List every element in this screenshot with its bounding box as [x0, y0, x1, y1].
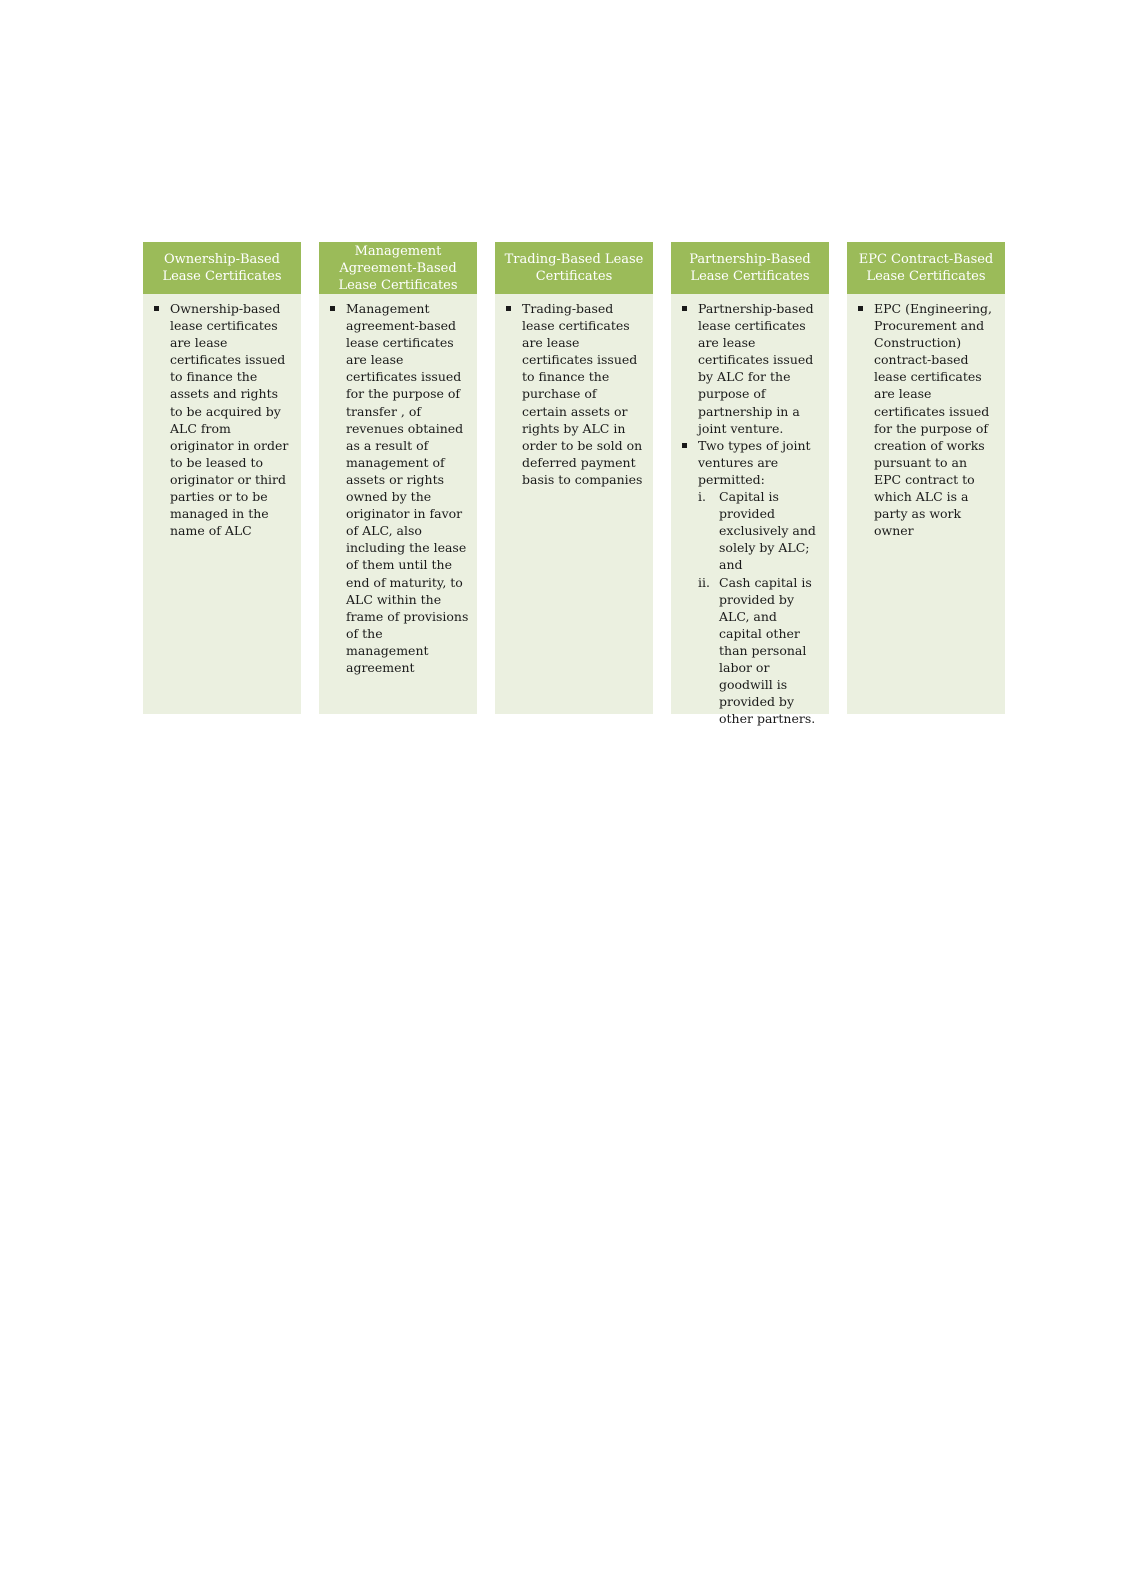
sub-item-text: Cash capital is provided by ALC, and capital other than personal labor or goodwill is provided by other partners.	[719, 574, 816, 727]
sub-item-text: Capital is provided exclusively and solely by ALC; and	[719, 489, 816, 573]
column-ownership-based	[143, 242, 301, 714]
column-body	[143, 294, 301, 539]
column-epc-contract-based	[847, 242, 1005, 714]
column-header: Trading-Based Lease Certificates	[495, 242, 653, 294]
bullet-item	[679, 437, 821, 728]
sub-list-item	[698, 574, 821, 728]
bullet-list	[855, 300, 997, 539]
column-body	[847, 294, 1005, 539]
bullet-list	[503, 300, 645, 488]
column-header: EPC Contract-Based Lease Certificates	[847, 242, 1005, 294]
bullet-list	[151, 300, 293, 539]
column-management-agreement-based	[319, 242, 477, 714]
column-partnership-based	[671, 242, 829, 727]
bullet-item-text: Two types of joint ventures are permitted:	[698, 437, 811, 487]
lease-certificates-diagram	[143, 242, 1005, 727]
sub-list	[698, 488, 821, 727]
bullet-list	[327, 300, 469, 676]
column-trading-based	[495, 242, 653, 714]
bullet-item: Partnership-based lease certificates are lease certificates issued by ALC for the purpose of partnership in a joint venture.	[679, 300, 821, 437]
bullet-list	[679, 300, 821, 727]
bullet-item: EPC (Engineering, Procurement and Construction) contract-based lease certificates are lease certificates issued for the purpose of creation of works pursuant to an EPC contract to which ALC is a party as work owner	[855, 300, 997, 539]
column-header: Management Agreement-Based Lease Certificates	[319, 242, 477, 294]
column-body	[319, 294, 477, 676]
bullet-item: Management agreement-based lease certificates are lease certificates issued for the purpose of transfer , of revenues obtained as a result of management of assets or rights owned by the originator in favor of ALC, also including the lease of them until the end of maturity, to ALC within the frame of provisions of the management agreement	[327, 300, 469, 676]
sub-item-number: ii.	[698, 574, 710, 590]
bullet-item: Ownership-based lease certificates are lease certificates issued to finance the assets and rights to be acquired by ALC from originator in order to be leased to originator or third parties or to be managed in the name of ALC	[151, 300, 293, 539]
sub-list-item	[698, 488, 821, 573]
column-body	[495, 294, 653, 488]
bullet-item: Trading-based lease certificates are lease certificates issued to finance the purchase of certain assets or rights by ALC in order to be sold on deferred payment basis to companies	[503, 300, 645, 488]
column-header: Partnership-Based Lease Certificates	[671, 242, 829, 294]
sub-item-number: i.	[698, 489, 706, 505]
column-header: Ownership-Based Lease Certificates	[143, 242, 301, 294]
column-body	[671, 294, 829, 727]
